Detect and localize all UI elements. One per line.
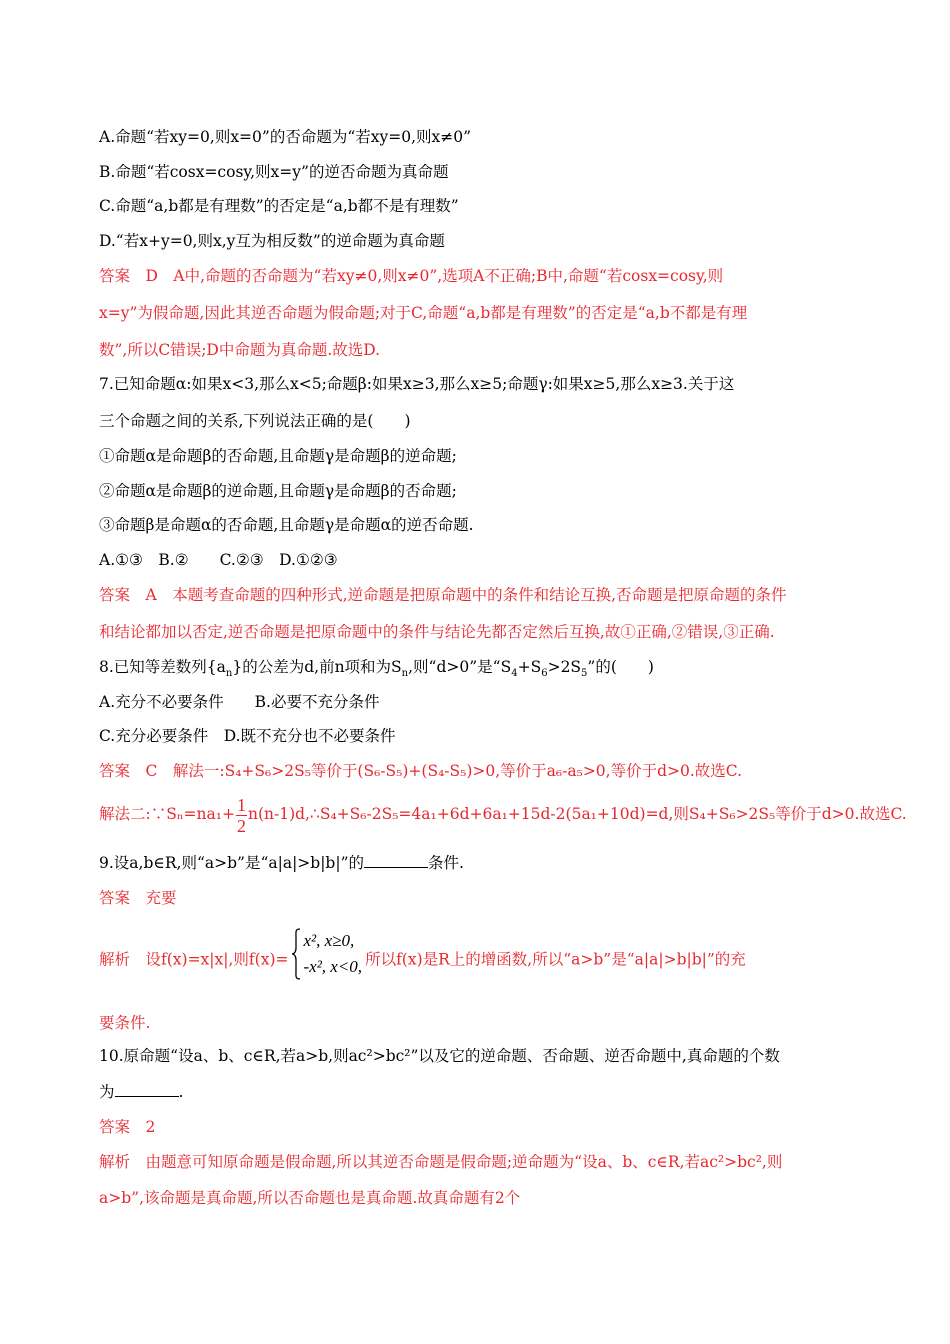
q7-options: A.①③ B.② C.②③ D.①②③ bbox=[99, 551, 338, 569]
q6-option-b: B.命题“若cosx=cosy,则x=y”的逆否命题为真命题 bbox=[99, 163, 449, 181]
answer-blank bbox=[364, 853, 428, 868]
left-brace-icon bbox=[291, 928, 301, 980]
q9-analysis: 解析 设f(x)=x|x|,则f(x)= x², x≥0, -x², x<0, 所以f(x)是R上的增函数,所以“a>b”是“a|a|>b|b|”的充 bbox=[99, 928, 746, 993]
q7-statement-2: ②命题α是命题β的逆命题,且命题γ是命题β的否命题; bbox=[99, 482, 457, 500]
piecewise-function: x², x≥0, -x², x<0, bbox=[291, 928, 362, 993]
q10-stem-line-2: 为 . bbox=[99, 1083, 184, 1101]
q7-answer-line-2: 和结论都加以否定,逆否命题是把原命题中的条件与结论先都否定然后互换,故①正确,②错误,③正确. bbox=[99, 623, 775, 641]
q8-stem: 8.已知等差数列$\{a_n\}$的公差为d,前n项和为$S_n$,则“d>0”是“$S_4+S_6>2S_5$”的( ) bbox=[99, 658, 654, 680]
q6-option-d: D.“若x+y=0,则x,y互为相反数”的逆命题为真命题 bbox=[99, 232, 445, 250]
q6-option-c: C.命题“a,b都是有理数”的否定是“a,b都不是有理数” bbox=[99, 197, 459, 215]
q9-stem: 9.设a,b∈R,则“a>b”是“a|a|>b|b|”的 条件. bbox=[99, 854, 464, 872]
q7-stem-line-2: 三个命题之间的关系,下列说法正确的是( ) bbox=[99, 412, 411, 430]
q7-statement-1: ①命题α是命题β的否命题,且命题γ是命题β的逆命题; bbox=[99, 447, 457, 465]
half-fraction: $\frac{1}{2}$ bbox=[236, 794, 246, 836]
q7-stem-line-1: 7.已知命题α:如果x<3,那么x<5;命题β:如果x≥3,那么x≥5;命题γ:如果x≥5,那么x≥3.关于这 bbox=[99, 375, 735, 393]
q6-answer-line-2: x=y”为假命题,因此其逆否命题为假命题;对于C,命题“a,b都是有理数”的否定是“a,b不都是有理 bbox=[99, 304, 748, 322]
q7-statement-3: ③命题β是命题α的否命题,且命题γ是命题α的逆否命题. bbox=[99, 516, 474, 534]
q6-answer-line-1: 答案 D A中,命题的否命题为“若xy≠0,则x≠0”,选项A不正确;B中,命题“若cosx=cosy,则 bbox=[99, 267, 724, 285]
q8-options-ab: A.充分不必要条件 B.必要不充分条件 bbox=[99, 693, 380, 711]
answer-blank bbox=[115, 1082, 179, 1097]
q9-answer: 答案 充要 bbox=[99, 889, 177, 907]
q10-analysis-line-1: 解析 由题意可知原命题是假命题,所以其逆否命题是假命题;逆命题为“设a、b、c∈R,若ac²>bc²,则 bbox=[99, 1153, 783, 1171]
q8-answer-line-2: 解法二:∵Sₙ=na₁+ $\frac{1}{2}$ n(n-1)d,∴S₄+S₆-2S₅=4a₁+6d+6a₁+15d-2(5a₁+10d)=d,则S₄+S₆>2S₅等价于d>0.故选C. bbox=[99, 794, 907, 836]
q8-answer-line-1: 答案 C 解法一:S₄+S₆>2S₅等价于(S₆-S₅)+(S₄-S₅)>0,等价于a₆-a₅>0,等价于d>0.故选C. bbox=[99, 762, 743, 780]
q6-option-a: A.命题“若xy=0,则x=0”的否命题为“若xy=0,则x≠0” bbox=[99, 128, 472, 146]
q7-answer-line-1: 答案 A 本题考查命题的四种形式,逆命题是把原命题中的条件和结论互换,否命题是把原命题的条件 bbox=[99, 586, 787, 604]
q9-analysis-end: 要条件. bbox=[99, 1014, 151, 1032]
q6-answer-line-3: 数”,所以C错误;D中命题为真命题.故选D. bbox=[99, 341, 381, 359]
q10-answer: 答案 2 bbox=[99, 1118, 156, 1136]
q10-stem-line-1: 10.原命题“设a、b、c∈R,若a>b,则ac²>bc²”以及它的逆命题、否命题、逆否命题中,真命题的个数 bbox=[99, 1047, 780, 1065]
q10-analysis-line-2: a>b”,该命题是真命题,所以否命题也是真命题.故真命题有2个 bbox=[99, 1189, 521, 1207]
q8-options-cd: C.充分必要条件 D.既不充分也不必要条件 bbox=[99, 727, 396, 745]
